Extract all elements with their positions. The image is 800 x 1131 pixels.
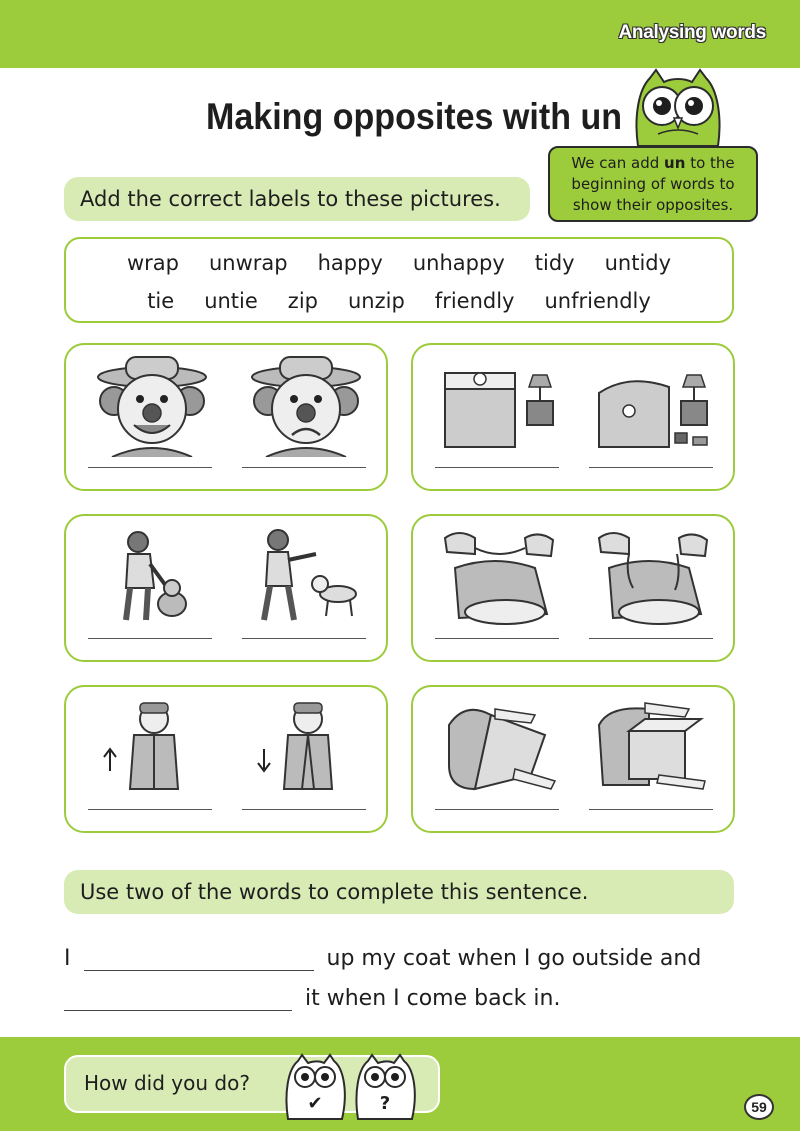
tip-text-after: to the beginning of words to show their opposites. — [571, 153, 735, 214]
untie-shoelace-image — [589, 524, 717, 628]
word-item: zip — [287, 289, 318, 313]
top-band — [0, 0, 800, 68]
word-item: happy — [317, 251, 383, 275]
word-bank-row-2 — [66, 289, 732, 313]
panel-clown — [64, 343, 388, 491]
answer-line[interactable] — [589, 809, 713, 810]
instruction-labels: Add the correct labels to these pictures. — [64, 177, 530, 221]
unfriendly-boy-dog-image — [242, 524, 370, 628]
panel-bedroom — [411, 343, 735, 491]
word-item: untidy — [604, 251, 672, 275]
sentence-line-1 — [64, 946, 701, 971]
instruction-sentence: Use two of the words to complete this sentence. — [64, 870, 734, 914]
sentence-middle: up my coat when I go outside and — [326, 946, 702, 971]
unzip-coat-image — [242, 695, 370, 799]
answer-line[interactable] — [88, 467, 212, 468]
answer-line[interactable] — [435, 809, 559, 810]
word-bank-row-1 — [66, 251, 732, 275]
answer-line[interactable] — [242, 467, 366, 468]
owl-question-mark: ? — [379, 1093, 391, 1114]
wrap-present-image — [589, 695, 717, 799]
answer-line[interactable] — [435, 638, 559, 639]
word-item: unhappy — [412, 251, 505, 275]
page-title: Making opposites with un — [206, 96, 623, 137]
happy-clown-image — [88, 353, 216, 457]
panel-coat-zip — [64, 685, 388, 833]
tip-keyword: un — [664, 153, 686, 172]
sentence-end: it when I come back in. — [305, 986, 561, 1011]
word-item: tie — [147, 289, 175, 313]
word-item: unfriendly — [544, 289, 651, 313]
panel-boy-dog — [64, 514, 388, 662]
owl-question-icon[interactable] — [350, 1053, 420, 1121]
self-assessment-box — [64, 1055, 440, 1113]
owl-mascot-icon — [628, 68, 728, 146]
tip-box — [548, 146, 758, 222]
answer-line[interactable] — [589, 467, 713, 468]
how-did-you-do-label: How did you do? — [84, 1071, 250, 1095]
answer-line[interactable] — [589, 638, 713, 639]
sentence-blank-2[interactable] — [64, 990, 292, 1011]
word-bank — [64, 237, 734, 323]
page-number: 59 — [744, 1094, 774, 1120]
answer-line[interactable] — [88, 809, 212, 810]
word-item: wrap — [126, 251, 179, 275]
tidy-bedroom-image — [435, 353, 563, 457]
answer-line[interactable] — [242, 809, 366, 810]
word-item: untie — [204, 289, 258, 313]
friendly-boy-dog-image — [88, 524, 216, 628]
zip-coat-image — [88, 695, 216, 799]
word-item: unzip — [347, 289, 405, 313]
sentence-line-2 — [64, 986, 560, 1011]
tie-shoelace-image — [435, 524, 563, 628]
word-item: unwrap — [208, 251, 288, 275]
sad-clown-image — [242, 353, 370, 457]
sentence-start: I — [64, 946, 71, 971]
answer-line[interactable] — [242, 638, 366, 639]
answer-line[interactable] — [88, 638, 212, 639]
panel-shoelace — [411, 514, 735, 662]
tip-text-before: We can add — [571, 153, 660, 172]
owl-tick-mark: ✔ — [307, 1093, 323, 1114]
answer-line[interactable] — [435, 467, 559, 468]
untidy-bedroom-image — [589, 353, 717, 457]
sentence-blank-1[interactable] — [84, 950, 314, 971]
word-item: friendly — [434, 289, 515, 313]
owl-tick-icon[interactable] — [280, 1053, 350, 1121]
panel-present — [411, 685, 735, 833]
section-tag: Analysing words — [618, 22, 766, 43]
word-item: tidy — [534, 251, 575, 275]
unwrap-present-image — [435, 695, 563, 799]
